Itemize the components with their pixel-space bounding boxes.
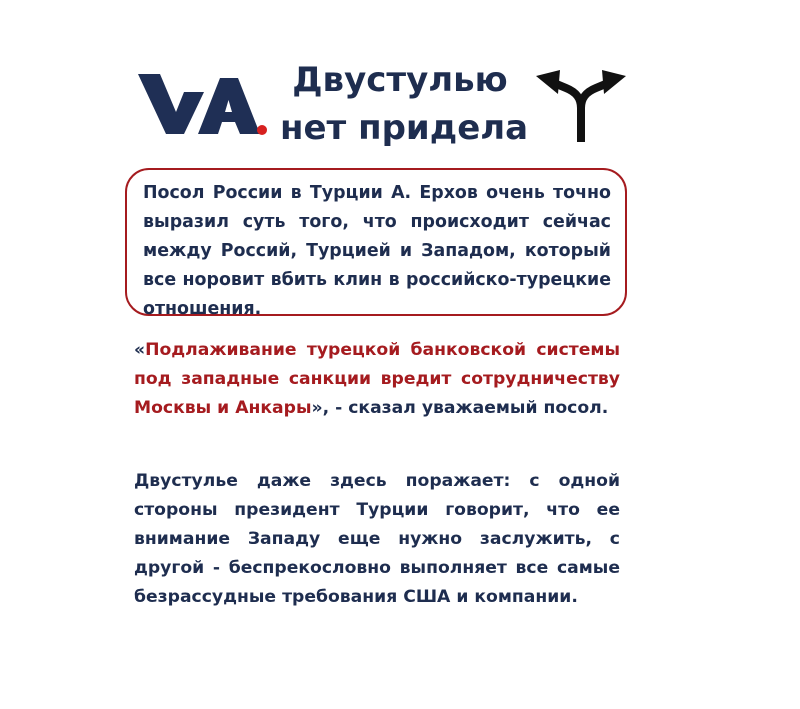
logo-dot — [257, 125, 267, 135]
quote-open-mark: « — [134, 340, 146, 360]
quote-highlight: Подлаживание турецкой банковской системы под западные санкции вредит сотрудничеству Москвы и Анкары — [134, 340, 620, 418]
intro-box — [125, 168, 627, 319]
quote-paragraph — [134, 336, 620, 423]
conclusion-paragraph: Двустулье даже здесь поражает: с одной стороны президент Турции говорит, что ее внимание Западу еще нужно заслужить, с другой - беспрекословно выполняет все самые безрассудные требования США и компании. — [134, 471, 620, 607]
va-logo — [136, 68, 268, 140]
headline-line-1: Двустулью — [292, 60, 508, 100]
fork-arrows-icon — [532, 66, 630, 144]
logo-v-shape — [138, 74, 204, 134]
intro-text: Посол России в Турции А. Ерхов очень точно выразил суть того, что происходит сейчас между Россий, Турцией и Западом, который все норовит вбить клин в российско-турецкие отношения. — [143, 183, 611, 319]
quote-tail: », - сказал уважаемый посол. — [311, 398, 609, 418]
headline — [280, 56, 529, 152]
headline-line-2: нет придела — [280, 108, 529, 148]
